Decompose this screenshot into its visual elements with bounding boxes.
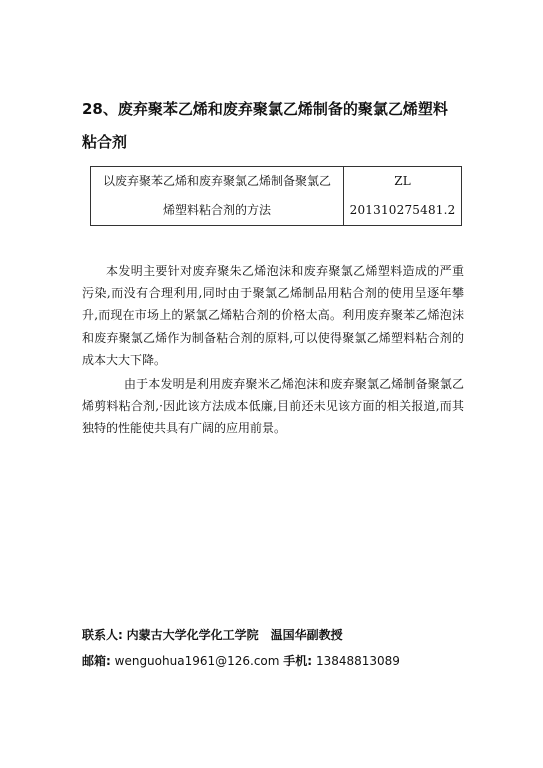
- patent-name-cell: [91, 167, 344, 226]
- table-row: [91, 167, 462, 226]
- phone-value: 13848813089: [315, 654, 400, 668]
- email-label: 邮箱:: [82, 654, 111, 668]
- patent-name-line: 烯塑料粘合剂的方法: [163, 203, 272, 217]
- contact-block: [82, 622, 482, 674]
- patent-number-cell: [344, 167, 462, 226]
- email-value[interactable]: wenguohua1961@126.com: [114, 654, 280, 668]
- contact-info-row: [82, 648, 482, 674]
- contact-value: 内蒙古大学化学化工学院 温国华副教授: [126, 628, 343, 642]
- description: [82, 260, 464, 440]
- paragraph: 由于本发明是利用废弃聚米乙烯泡沫和废弃聚氯乙烯制备聚氯乙烯剪料粘合剂,·因此该方法成本低廉,目前还未见该方面的相关报道,而其独特的性能使共具有广阔的应用前景。: [82, 377, 464, 436]
- contact-person-row: [82, 622, 482, 648]
- patent-table: [90, 166, 462, 226]
- patent-name-line: 以废弃聚苯乙烯和废弃聚氯乙烯制备聚氯乙: [103, 174, 332, 188]
- paragraph: 本发明主要针对废弃聚朱乙烯泡沫和废弃聚氯乙烯塑料造成的严重污染,而没有合理利用,同时由于聚氯乙烯制品用粘合剂的使用呈逐年攀升,而现在市场上的紧氯乙烯粘合剂的价格太高。利用废弃聚苯乙烯泡沫和废弃聚氯乙烯作为制备粘合剂的原料,可以使得聚氯乙烯塑料粘合剂的成本大大下降。: [82, 264, 464, 367]
- patent-number-prefix: ZL: [394, 174, 411, 188]
- contact-label: 联系人:: [82, 628, 123, 642]
- section-title: 28、废弃聚苯乙烯和废弃聚氯乙烯制备的聚氯乙烯塑料粘合剂: [82, 100, 448, 151]
- phone-label: 手机:: [283, 654, 313, 668]
- patent-number: 201310275481.2: [349, 203, 456, 217]
